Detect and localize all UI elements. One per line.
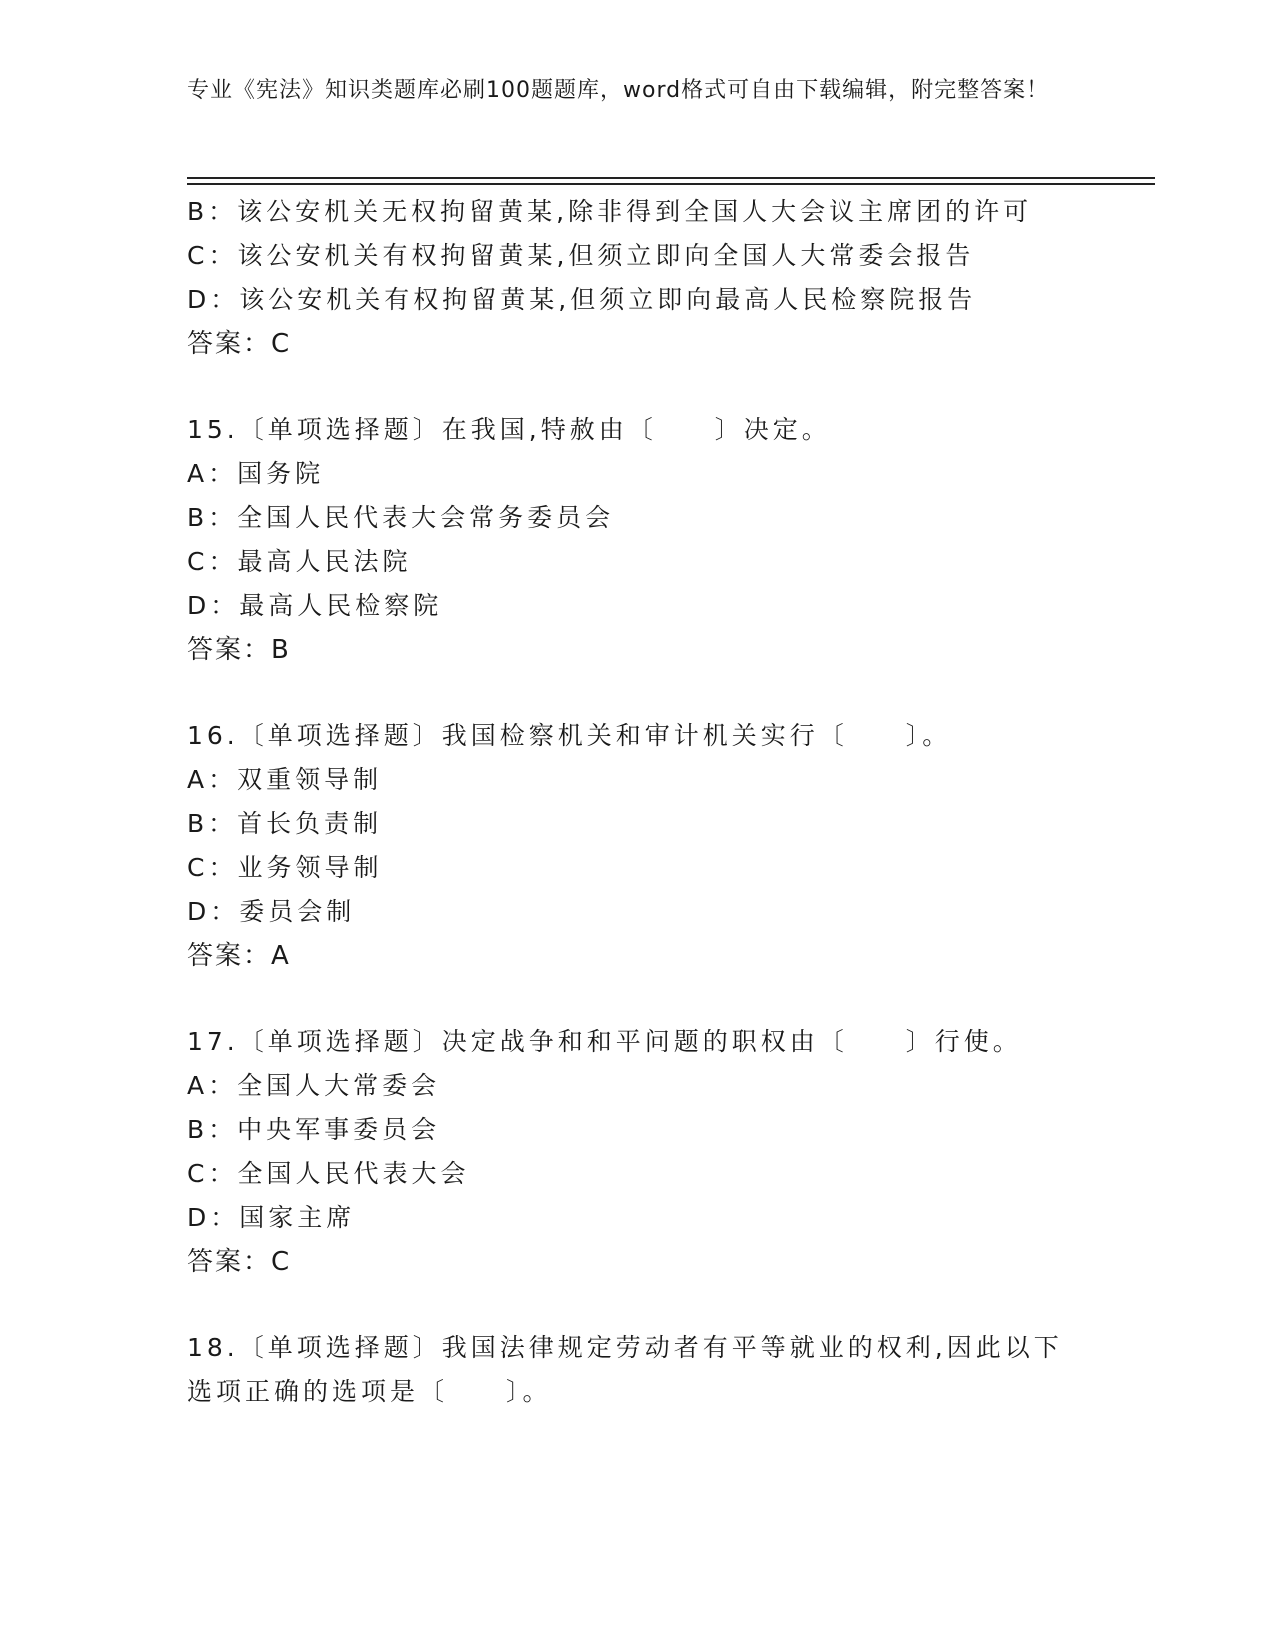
q14-answer: 答案：C [187,329,292,359]
document-header: 专业《宪法》知识类题库必刷100题题库，word格式可自由下载编辑，附完整答案！ [187,78,1050,103]
q16-option-d: D：委员会制 [187,897,356,926]
q17-option-a: A：全国人大常委会 [187,1071,441,1100]
q18-question-line1: 18.〔单项选择题〕我国法律规定劳动者有平等就业的权利,因此以下 [187,1333,1063,1362]
q17-question: 17.〔单项选择题〕决定战争和和平问题的职权由〔 〕行使。 [187,1027,1022,1056]
header-rule-bottom [187,183,1155,185]
q14-option-b: B：该公安机关无权拘留黄某,除非得到全国人大会议主席团的许可 [187,197,1033,226]
q15-option-c: C：最高人民法院 [187,547,412,576]
q16-option-a: A：双重领导制 [187,765,383,794]
q17-answer: 答案：C [187,1247,292,1277]
q17-option-d: D：国家主席 [187,1203,356,1232]
q16-question: 16.〔单项选择题〕我国检察机关和审计机关实行〔 〕。 [187,721,952,750]
q17-option-c: C：全国人民代表大会 [187,1159,470,1188]
q17-option-b: B：中央军事委员会 [187,1115,441,1144]
q16-option-b: B：首长负责制 [187,809,383,838]
q15-question: 15.〔单项选择题〕在我国,特赦由〔 〕决定。 [187,415,831,444]
q14-option-c: C：该公安机关有权拘留黄某,但须立即向全国人大常委会报告 [187,241,975,270]
q18-question-line2: 选项正确的选项是〔 〕。 [187,1377,552,1406]
q16-option-c: C：业务领导制 [187,853,383,882]
q15-option-a: A：国务院 [187,459,325,488]
q15-answer: 答案：B [187,635,291,665]
header-rule-top [187,177,1155,179]
q16-answer: 答案：A [187,941,291,971]
q14-option-d: D：该公安机关有权拘留黄某,但须立即向最高人民检察院报告 [187,285,977,314]
q15-option-d: D：最高人民检察院 [187,591,443,620]
q15-option-b: B：全国人民代表大会常务委员会 [187,503,615,532]
